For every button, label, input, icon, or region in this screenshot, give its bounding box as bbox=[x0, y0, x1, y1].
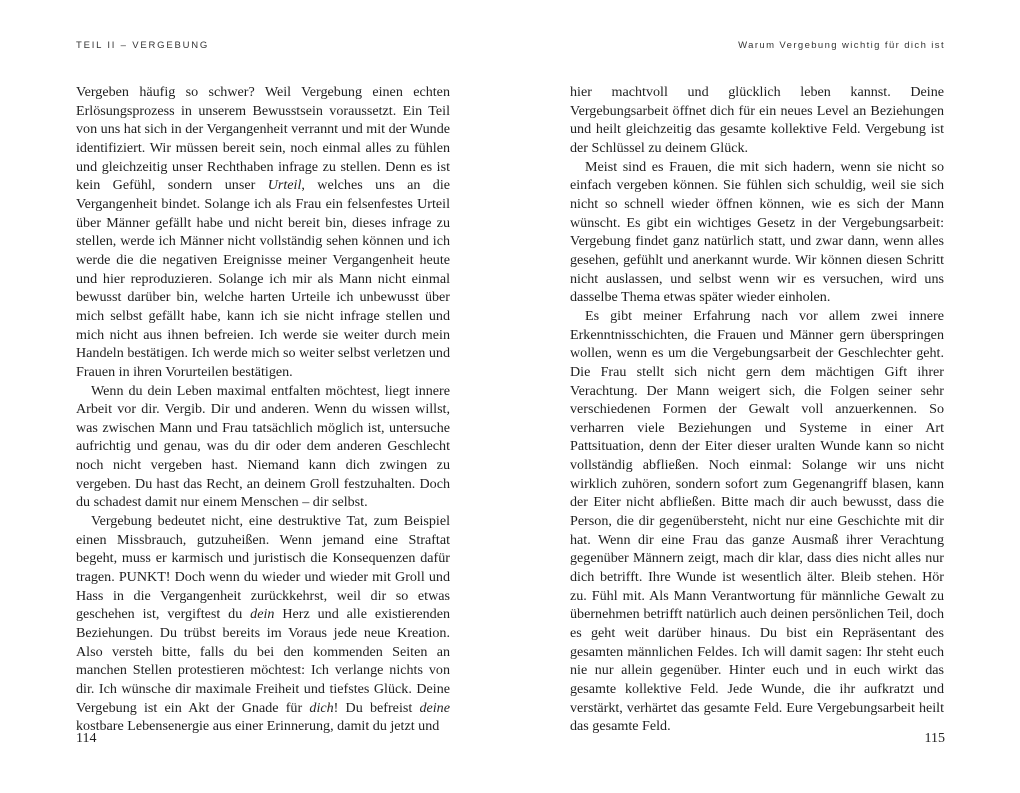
text-run: ! Du befreist bbox=[333, 699, 420, 716]
text-run: hier machtvoll und glücklich leben kannst. Deine Vergebungsarbeit öffnet dich für ein neues Level an Beziehungen und heilt gleichzeitig das gesamte kollektive Feld. Vergebung ist der Schlüssel zu deinem Glück. bbox=[570, 84, 944, 156]
paragraph bbox=[570, 307, 944, 736]
text-run: , welches uns an die Vergangenheit bindet. Solange ich als Frau ein felsenfestes Urteil über Männer gefällt habe und nicht bereit bin, dieses infrage zu stellen, werde ich Männer nicht vollständig sehen können und ich werde die die negativen Ereignisse meiner Vergangenheit heute und hier reproduzieren. Solange ich mir als Mann nicht einmal bewusst darüber bin, welche harten Urteile ich unbewusst über mich selbst gefällt habe, kann ich sie nicht infrage stellen und mich nicht aus ihnen befreien. Ich werde sie weiter durch mein Handeln bestätigen. Ich werde mich so weiter selbst verletzen und Frauen in ihren Vorurteilen bestätigen. bbox=[76, 177, 451, 380]
text-run: Herz und alle existierenden Beziehungen. Du trübst bereits im Voraus jede neue Kreation. Also versteh bitte, falls du bei den kommenden Seiten an manchen Stellen protestieren möchtest: Ich verlange nichts von dir. Ich wünsche dir maximale Freiheit und tiefstes Glück. Deine Vergebung ist ein Akt der Gnade für bbox=[76, 606, 450, 716]
text-run: Es gibt meiner Erfahrung nach vor allem zwei innere Erkenntnisschichten, die Frauen und Männer gern überspringen wollen, wenn es um die Vergebungsarbeit der Geschlechter geht. Die Frau stellt sich nicht gern dem mächtigen Gift ihrer Verachtung. Der Mann weigert sich, die Folgen seiner sehr verschiedenen Formen der Gewalt voll anzuerkennen. So verharren viele Beziehungen und Systeme in einer Art Pattsituation, denn der Eiter dieser uralten Wunde kann so nicht vollständig abfließen. Noch einmal: Solange wir uns nicht wirklich zuhören, sondern sofort zum Gegenangriff blasen, kann der Eiter nicht abfließen. Bitte mach dir auch bewusst, dass die Person, die dir gegenübersteht, nicht nur eine Geschichte mit dir hat. Wenn dir eine Frau das ganze Ausmaß ihrer Verachtung gegenüber Männern zeigt, mach dir klar, dass dies nicht alles nur dich betrifft. Ihre Wunde ist wesentlich älter. Bleib stehen. Hör zu. Fühl mit. Als Mann Verantwortung für männliche Gewalt zu übernehmen betrifft natürlich auch deinen persönlichen Teil, doch es geht weit darüber hinaus. Du bist ein Repräsentant des gesamten männlichen Feldes. Ich will damit sagen: Ihr steht euch nie nur allein gegenüber. Hinter euch und in euch wirkt das gesamte kollektive Feld. Jede Wunde, die ihr aufkratzt und verstärkt, verhärtet das gesamte Feld. Eure Vergebungsarbeit heilt das gesamte Feld. bbox=[570, 307, 944, 735]
text-run: Vergeben häufig so schwer? Weil Vergebung einen echten Erlösungsprozess in unserem Bewusstsein voraussetzt. Ein Teil von uns hat sich in der Vergangenheit verrannt und mit der Wunde identifiziert. Wir müssen bereit sein, noch einmal alles zu fühlen und gleichzeitig unser Rechthaben infrage zu stellen. Denn es ist kein Gefühl, sondern unser bbox=[76, 84, 451, 194]
running-header-left: TEIL II – VERGEBUNG bbox=[76, 40, 210, 51]
running-header-right: Warum Vergebung wichtig für dich ist bbox=[738, 40, 945, 51]
italic-text: Urteil bbox=[267, 177, 302, 194]
body-text-right bbox=[570, 83, 944, 736]
text-run: Vergebung bedeutet nicht, eine destruktive Tat, zum Beispiel einen Missbrauch, gutzuheißen. Wenn jemand eine Straftat begeht, muss er karmisch und juristisch die Konsequenzen dafür tragen. PUNKT! Doch wenn du wieder und wieder mit Groll und Hass in die Vergangenheit zurückkehrst, weil dir so etwas geschehen ist, vergiftest du bbox=[76, 513, 450, 623]
text-run: kostbare Lebensenergie aus einer Erinnerung, damit du jetzt und bbox=[76, 718, 440, 735]
paragraph bbox=[570, 83, 944, 158]
paragraph bbox=[76, 382, 450, 513]
paragraph bbox=[76, 83, 450, 382]
page-number-right: 115 bbox=[924, 731, 945, 746]
italic-text: dich bbox=[309, 699, 334, 716]
paragraph bbox=[76, 512, 450, 736]
text-run: Meist sind es Frauen, die mit sich hadern, wenn sie nicht so einfach vergeben können. Sie fühlen sich schuldig, weil sie sich nicht so schnell wieder öffnen können, wie es sich der Mann wünscht. Es gibt ein wichtiges Gesetz in der Vergebungsarbeit: Vergebung findet ganz natürlich statt, und zwar dann, wenn alles gesehen, gefühlt und anerkannt wurde. Wir können diesen Schritt nicht auslassen, und selbst wenn wir es versuchen, wird uns dasselbe Thema etwas später wieder einholen. bbox=[570, 158, 944, 306]
body-text-left bbox=[76, 83, 450, 736]
italic-text: dein bbox=[250, 606, 275, 623]
right-page bbox=[510, 0, 1020, 793]
text-run: Wenn du dein Leben maximal entfalten möchtest, liegt innere Arbeit vor dir. Vergib. Dir und anderen. Wenn du wissen willst, was zwischen Mann und Frau tatsächlich möglich ist, untersuche aufrichtig und genau, was du dir oder dem anderen Geschlecht noch nicht vergeben hast. Niemand kann dich zwingen zu vergeben. Du hast das Recht, an deinem Groll festzuhalten. Doch du schadest damit nur einem Menschen – dir selbst. bbox=[76, 382, 450, 511]
page-number-left: 114 bbox=[76, 731, 97, 746]
paragraph bbox=[570, 158, 944, 307]
italic-text: deine bbox=[419, 699, 450, 716]
